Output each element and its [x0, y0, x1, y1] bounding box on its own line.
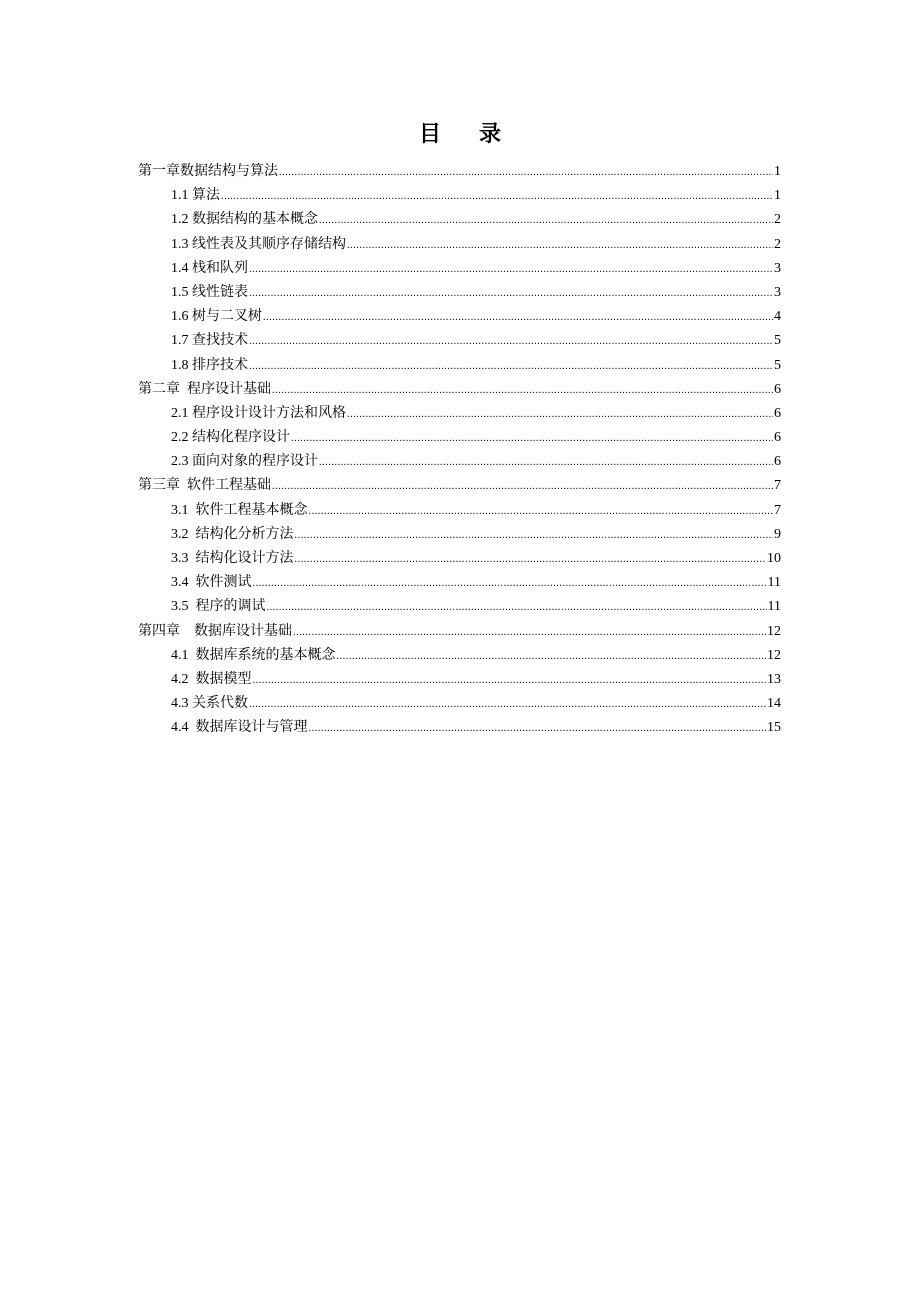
- toc-chapter-entry[interactable]: [138, 620, 781, 644]
- toc-entry-label: 3.2 结构化分析方法: [171, 526, 294, 542]
- toc-dot-leader: [347, 234, 773, 258]
- page-title-char-2: 录: [479, 122, 502, 147]
- toc-page-number: 6: [774, 381, 781, 397]
- toc-page-number: 5: [774, 333, 781, 349]
- toc-dot-leader: [309, 717, 767, 741]
- toc-page-number: 12: [767, 647, 781, 663]
- toc-section-entry[interactable]: [138, 644, 781, 668]
- toc-section-entry[interactable]: [138, 402, 781, 426]
- toc-section-entry[interactable]: [138, 184, 781, 208]
- toc-page-number: 9: [774, 526, 781, 542]
- toc-page-number: 13: [767, 671, 781, 687]
- toc-section-entry[interactable]: [138, 208, 781, 232]
- toc-section-entry[interactable]: [138, 281, 781, 305]
- toc-section-entry[interactable]: [138, 329, 781, 353]
- toc-dot-leader: [249, 282, 773, 306]
- toc-dot-leader: [249, 330, 773, 354]
- toc-entry-label: 1.6 树与二叉树: [171, 309, 262, 325]
- toc-dot-leader: [249, 258, 773, 282]
- toc-page-number: 10: [767, 551, 781, 566]
- toc-dot-leader: [295, 548, 767, 572]
- toc-entry-label: 2.2 结构化程序设计: [171, 430, 290, 446]
- toc-entry-label: 1.2 数据结构的基本概念: [171, 212, 318, 228]
- toc-page-number: 14: [767, 696, 781, 712]
- toc-dot-leader: [293, 621, 766, 645]
- toc-page-number: 15: [767, 720, 781, 736]
- toc-chapter-entry[interactable]: [138, 160, 781, 184]
- toc-section-entry[interactable]: [138, 233, 781, 257]
- toc-entry-label: 第三章 软件工程基础: [138, 478, 271, 494]
- toc-page-number: 3: [774, 284, 781, 300]
- toc-page-number: 6: [774, 454, 781, 470]
- toc-dot-leader: [309, 500, 774, 524]
- toc-section-entry[interactable]: [138, 499, 781, 523]
- toc-section-entry[interactable]: [138, 523, 781, 547]
- toc-page-number: 11: [767, 575, 781, 591]
- toc-entry-label: 1.8 排序技术: [171, 357, 248, 373]
- toc-page-number: 5: [774, 357, 781, 373]
- toc-section-entry[interactable]: [138, 571, 781, 595]
- toc-page-number: 7: [774, 478, 781, 494]
- toc-section-entry[interactable]: [138, 426, 781, 450]
- toc-entry-label: 1.7 查找技术: [171, 333, 248, 349]
- toc-page-number: 7: [774, 502, 781, 518]
- toc-dot-leader: [253, 572, 767, 596]
- toc-section-entry[interactable]: [138, 716, 781, 740]
- toc-page-number: 3: [774, 260, 781, 276]
- toc-dot-leader: [319, 209, 773, 233]
- toc-entry-label: 1.4 栈和队列: [171, 260, 248, 276]
- toc-dot-leader: [249, 355, 773, 379]
- toc-entry-label: 3.1 软件工程基本概念: [171, 502, 308, 518]
- toc-dot-leader: [337, 645, 767, 669]
- toc-entry-label: 2.3 面向对象的程序设计: [171, 454, 318, 470]
- toc-dot-leader: [253, 669, 767, 693]
- toc-entry-label: 第四章 数据库设计基础: [138, 623, 292, 639]
- toc-entry-label: 3.5 程序的调试: [171, 599, 266, 615]
- toc-section-entry[interactable]: [138, 257, 781, 281]
- toc-dot-leader: [295, 524, 774, 548]
- toc-entry-label: 第一章数据结构与算法: [138, 164, 278, 179]
- toc-entry-label: 第二章 程序设计基础: [138, 381, 271, 397]
- toc-entry-label: 4.4 数据库设计与管理: [171, 720, 308, 736]
- toc-section-entry[interactable]: [138, 305, 781, 329]
- toc-dot-leader: [319, 451, 773, 475]
- table-of-contents: [138, 160, 781, 741]
- toc-dot-leader: [249, 693, 766, 717]
- page-title: [0, 118, 920, 152]
- toc-page-number: 6: [774, 430, 781, 446]
- toc-page-number: 6: [774, 405, 781, 421]
- toc-page-number: 11: [767, 599, 781, 615]
- toc-dot-leader: [263, 306, 773, 330]
- toc-entry-label: 2.1 程序设计设计方法和风格: [171, 405, 346, 421]
- toc-entry-label: 1.5 线性链表: [171, 284, 248, 300]
- toc-page-number: 1: [774, 188, 781, 204]
- toc-entry-label: 1.3 线性表及其顺序存储结构: [171, 236, 346, 252]
- page-title-char-1: 目: [418, 122, 441, 147]
- toc-entry-label: 3.3 结构化设计方法: [171, 551, 294, 566]
- toc-entry-label: 3.4 软件测试: [171, 575, 252, 591]
- toc-page-number: 12: [767, 623, 781, 639]
- toc-dot-leader: [267, 596, 767, 620]
- toc-dot-leader: [347, 403, 773, 427]
- toc-entry-label: 4.2 数据模型: [171, 671, 252, 687]
- toc-page-number: 4: [774, 309, 781, 325]
- toc-section-entry[interactable]: [138, 595, 781, 619]
- toc-chapter-entry[interactable]: [138, 474, 781, 498]
- toc-dot-leader: [272, 379, 773, 403]
- toc-entry-label: 4.3 关系代数: [171, 696, 248, 712]
- toc-page-number: 2: [774, 212, 781, 228]
- toc-dot-leader: [221, 185, 773, 209]
- toc-chapter-entry[interactable]: [138, 378, 781, 402]
- toc-entry-label: 4.1 数据库系统的基本概念: [171, 647, 336, 663]
- toc-page-number: 1: [774, 164, 781, 179]
- toc-dot-leader: [272, 475, 773, 499]
- toc-section-entry[interactable]: [138, 354, 781, 378]
- toc-section-entry[interactable]: [138, 450, 781, 474]
- toc-page-number: 2: [774, 236, 781, 252]
- toc-entry-label: 1.1 算法: [171, 188, 220, 204]
- toc-section-entry[interactable]: [138, 547, 781, 571]
- toc-section-entry[interactable]: [138, 668, 781, 692]
- toc-section-entry[interactable]: [138, 692, 781, 716]
- toc-dot-leader: [291, 427, 773, 451]
- toc-dot-leader: [279, 161, 773, 185]
